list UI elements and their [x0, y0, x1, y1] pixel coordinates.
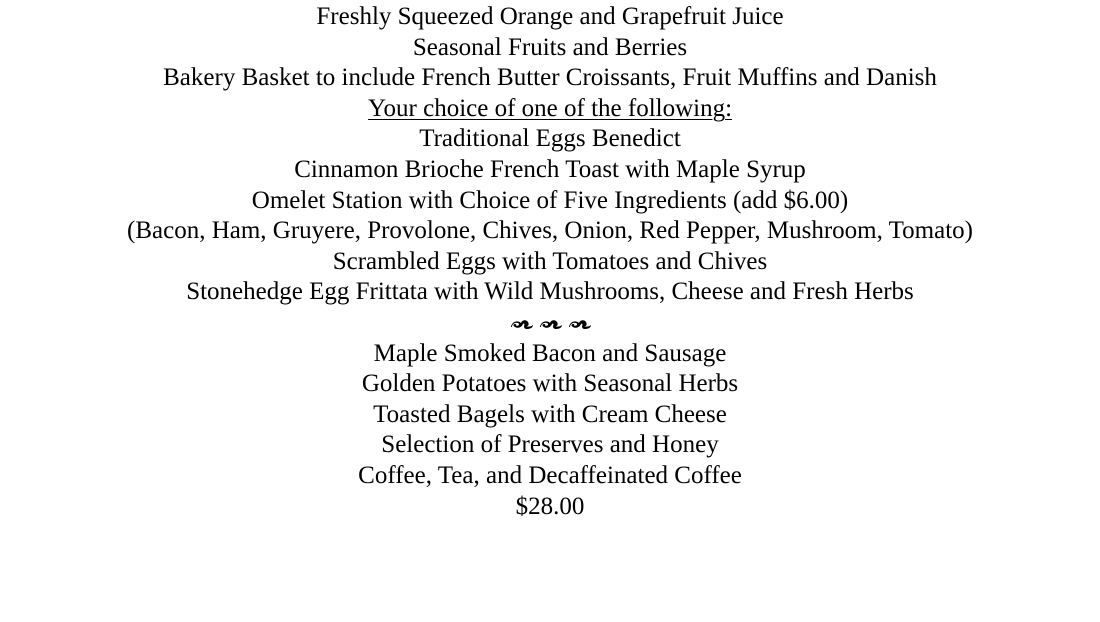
choice-item: Traditional Eggs Benedict	[419, 125, 681, 153]
choice-item: Stonehedge Egg Frittata with Wild Mushrooms, Cheese and Fresh Herbs	[186, 278, 914, 306]
menu-item: Freshly Squeezed Orange and Grapefruit Juice	[316, 3, 784, 30]
choice-item: Scrambled Eggs with Tomatoes and Chives	[332, 247, 768, 275]
menu-item: Selection of Preserves and Honey	[381, 431, 719, 459]
divider-ornament	[0, 308, 1100, 339]
choice-heading	[0, 94, 1100, 125]
choice-heading-text: Your choice of one of the following:	[367, 94, 733, 122]
menu-item: Maple Smoked Bacon and Sausage	[373, 339, 727, 367]
floral-ornament-icon	[509, 316, 591, 332]
choice-item: (Bacon, Ham, Gruyere, Provolone, Chives, Onion, Red Pepper, Mushroom, Tomato)	[127, 217, 973, 245]
menu-item: Bakery Basket to include French Butter Croissants, Fruit Muffins and Danish	[163, 64, 937, 92]
choice-item: Cinnamon Brioche French Toast with Maple Syrup	[294, 155, 806, 183]
choice-item: Omelet Station with Choice of Five Ingredients (add $6.00)	[251, 186, 849, 214]
menu-item: Seasonal Fruits and Berries	[412, 33, 688, 61]
menu-item: Coffee, Tea, and Decaffeinated Coffee	[358, 461, 742, 489]
menu-item: Toasted Bagels with Cream Cheese	[373, 400, 727, 428]
menu-item: Golden Potatoes with Seasonal Herbs	[361, 370, 739, 398]
menu-price: $28.00	[515, 492, 585, 520]
